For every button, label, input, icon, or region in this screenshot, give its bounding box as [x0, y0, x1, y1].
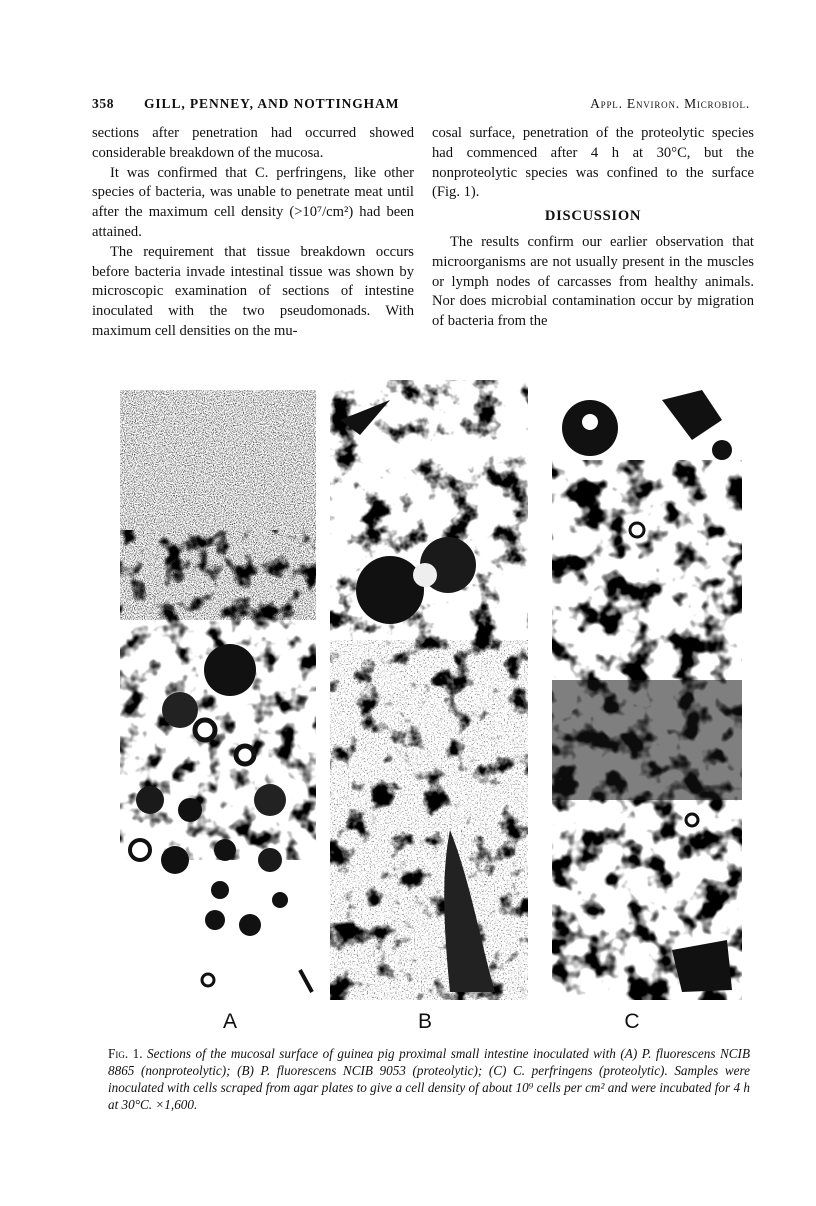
panel-label-a: A: [222, 1010, 237, 1033]
panel-label-c: C: [624, 1010, 640, 1033]
panel-label-b: B: [417, 1010, 432, 1033]
micrograph-panel-a: [120, 380, 316, 1000]
caption-text: Sections of the mucosal surface of guinea pig proximal small intestine inoculated with (A) P. fluorescens NCIB 8865 (nonproteolytic); (B) P. fluorescens NCIB 9053 (proteolytic); (C) C. perfringens (proteolytic). Samples were inoculated with cells scraped from agar plates to give a cell density of about 10⁹ cells per cm² and were incubated for 4 h at 30°C. ×1,600.: [108, 1046, 750, 1112]
left-column: [92, 124, 414, 342]
page-header: [92, 96, 750, 116]
figure-caption: [108, 1045, 750, 1113]
section-heading: DISCUSSION: [544, 208, 642, 225]
page-number: 358: [92, 96, 115, 111]
right-column: [432, 124, 754, 332]
paragraph: The results confirm our earlier observation that microorganisms are not usually present in the muscles or lymph nodes of carcasses from healthy animals. Nor does microbial contamination occur by migration of bacteria from the: [432, 233, 754, 330]
micrograph-panel-c: [552, 380, 742, 1000]
caption-figure-label: Fig. 1.: [108, 1046, 143, 1061]
paragraph: The requirement that tissue breakdown occurs before bacteria invade intestinal tissue was shown by microscopic examination of sections of intestine inoculated with the two pseudomonads. With maximum cell densities on the mu-: [92, 243, 414, 339]
figure-1: [110, 380, 750, 1040]
paragraph: It was confirmed that C. perfringens, like other species of bacteria, was unable to penetrate meat until after the maximum cell density (>10⁷/cm²) had been attained.: [92, 164, 414, 240]
paragraph: sections after penetration had occurred showed considerable breakdown of the mucosa.: [92, 125, 414, 161]
micrograph-panel-b: [330, 380, 528, 1000]
running-head-authors: GILL, PENNEY, AND NOTTINGHAM: [144, 96, 400, 111]
paragraph: cosal surface, penetration of the proteolytic species had commenced after 4 h at 30°C, but the nonproteolytic species was confined to the surface (Fig. 1).: [432, 125, 754, 201]
running-head-journal: Appl. Environ. Microbiol.: [590, 96, 750, 111]
